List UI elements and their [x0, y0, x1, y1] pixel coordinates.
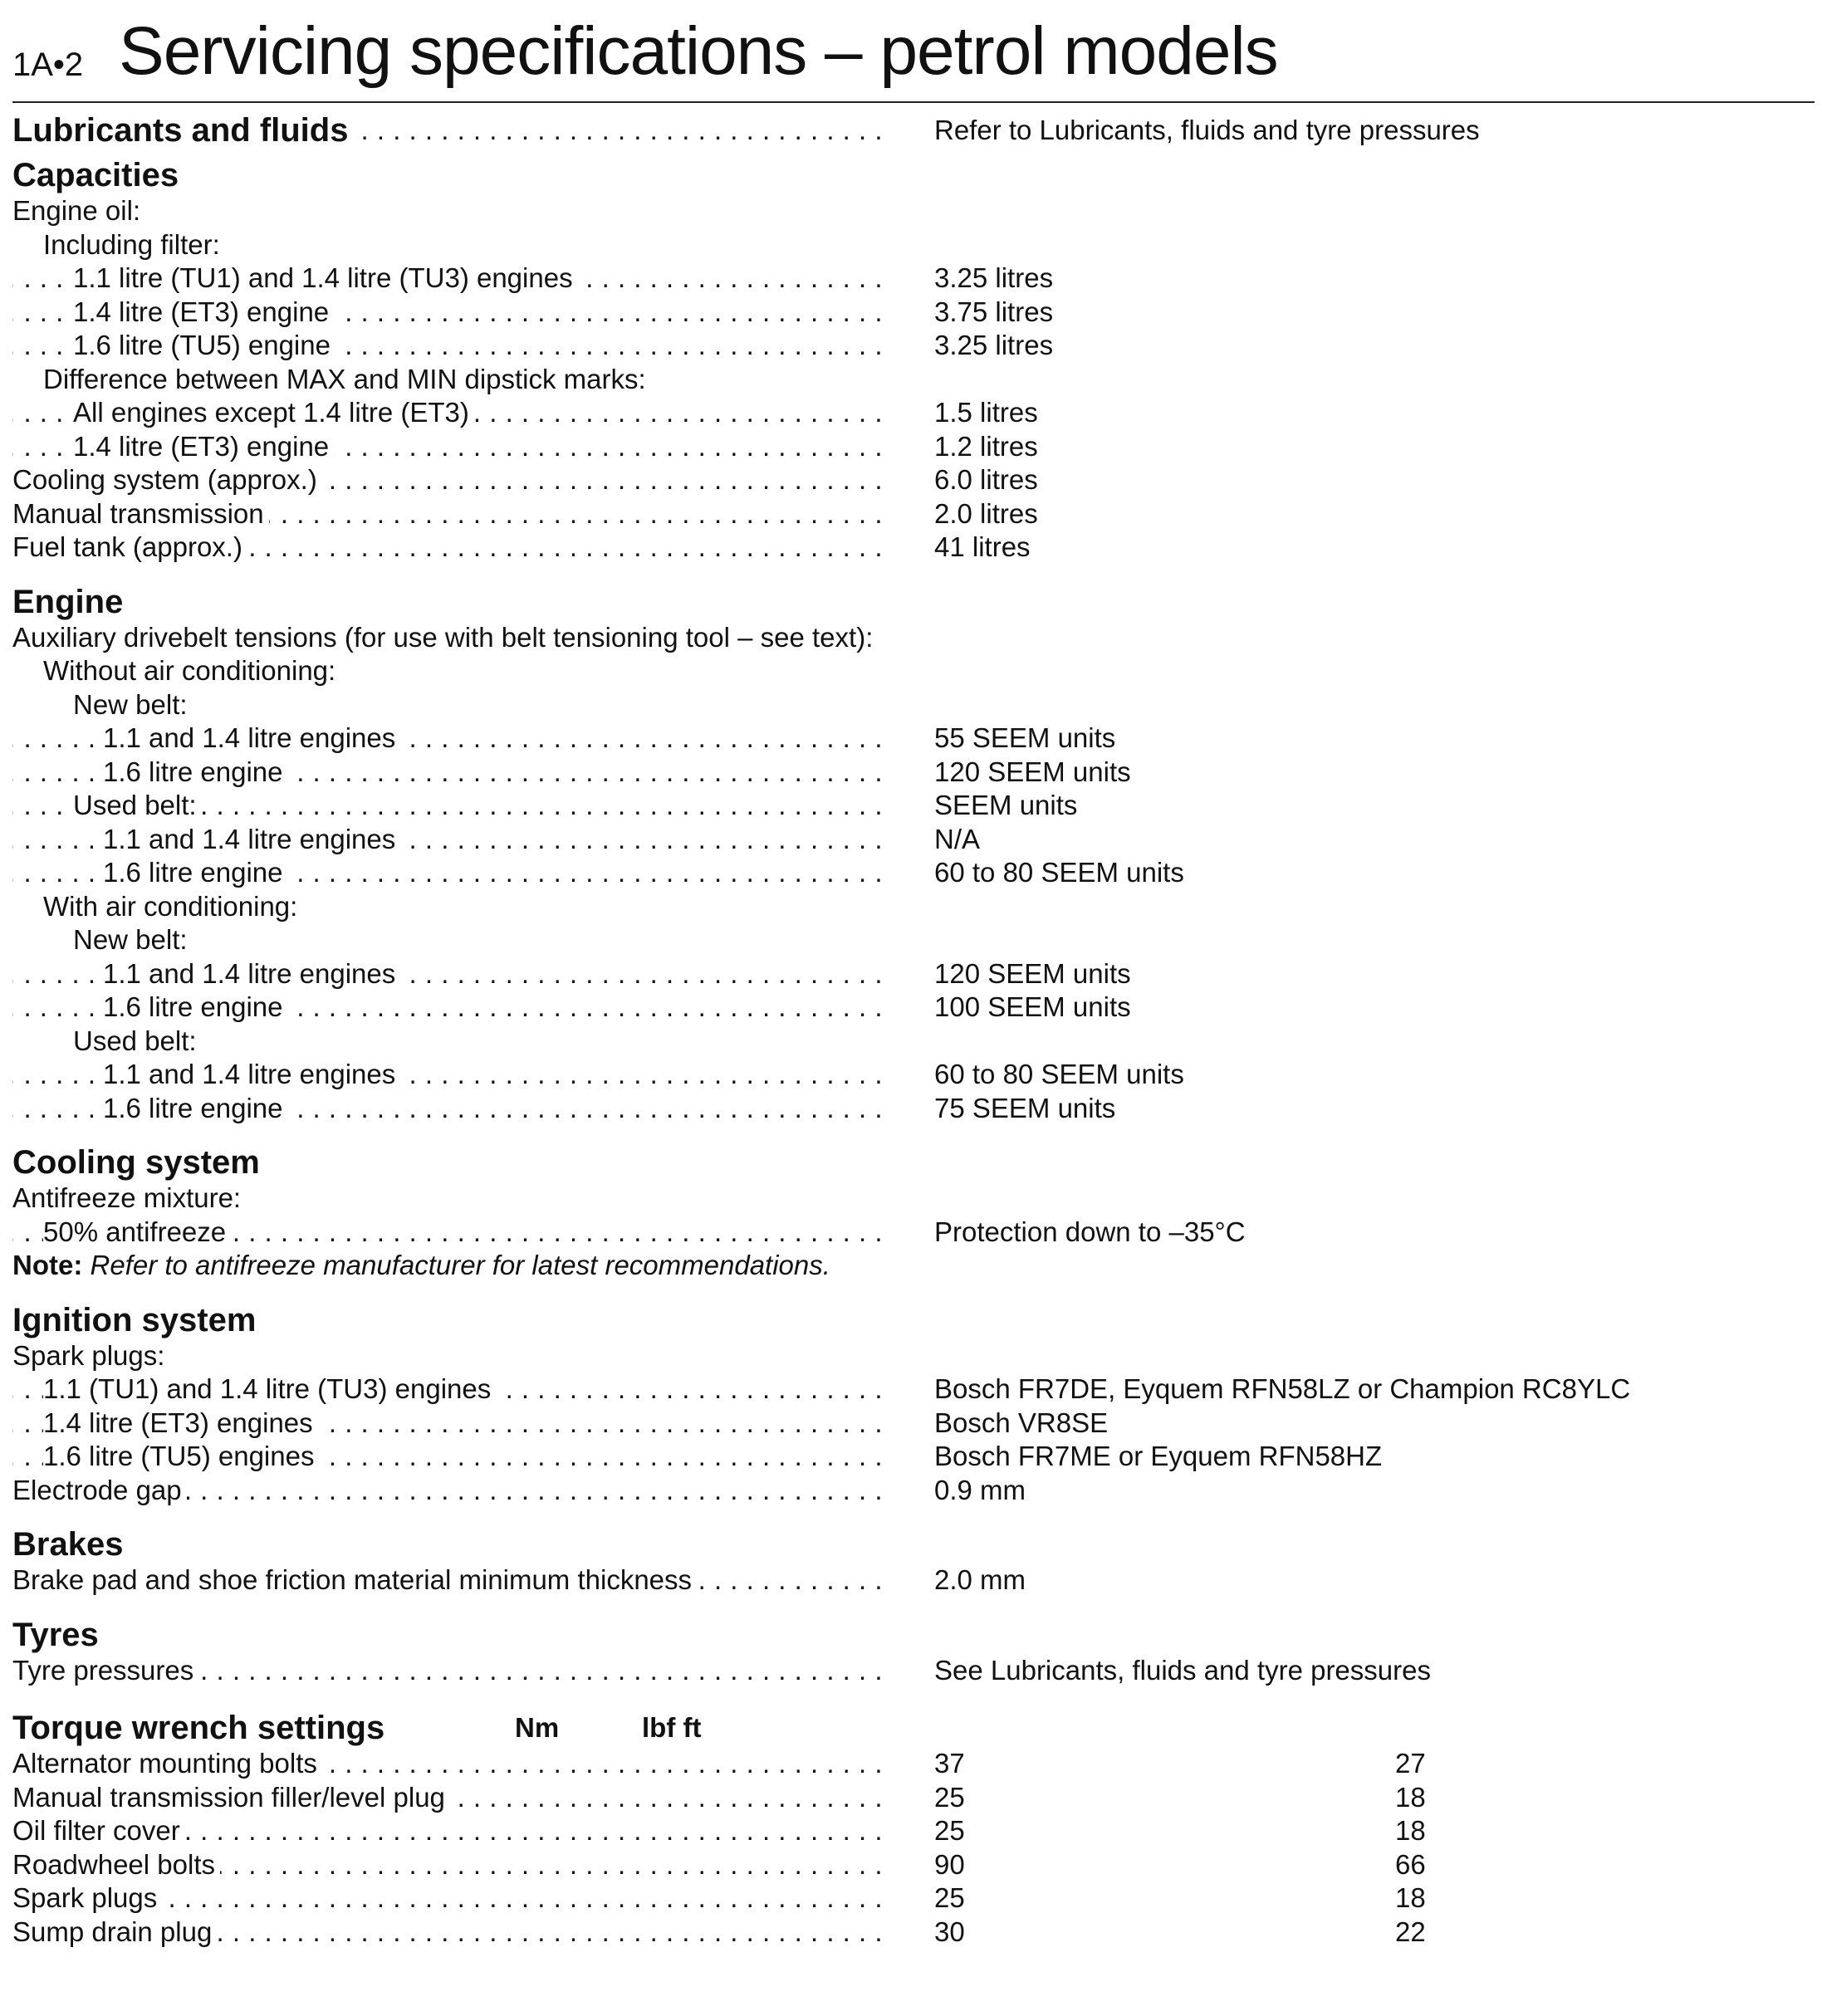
note-label: Note:	[12, 1250, 83, 1280]
spec-label: Manual transmission filler/level plug	[12, 1782, 450, 1813]
spec-subheading: Including filter:	[12, 228, 1815, 262]
spec-label: 1.1 (TU1) and 1.4 litre (TU3) engines	[43, 1373, 496, 1404]
torque-row	[12, 1916, 1815, 1950]
spec-row	[12, 1216, 1815, 1250]
spec-label: 1.6 litre engine	[103, 857, 287, 888]
torque-row	[12, 1814, 1815, 1848]
spec-value: 120 SEEM units	[934, 957, 1131, 989]
spec-label: 1.6 litre (TU5) engine	[73, 330, 336, 360]
spec-label: 1.1 and 1.4 litre engines	[103, 722, 400, 753]
spec-label: 50% antifreeze	[43, 1216, 231, 1247]
spec-label: 1.6 litre engine	[103, 756, 287, 787]
spec-label: Spark plugs	[12, 1882, 162, 1913]
spec-row	[12, 531, 1815, 565]
spec-value: 60 to 80 SEEM units	[934, 1059, 1184, 1089]
spec-label: Manual transmission	[12, 498, 269, 529]
spec-label: Tyre pressures	[12, 1655, 198, 1686]
spec-label: Brake pad and shoe friction material minimum thickness	[12, 1564, 697, 1595]
torque-nm: 90	[934, 1848, 965, 1880]
torque-row	[12, 1848, 1815, 1882]
spec-value: 2.0 mm	[934, 1564, 1026, 1595]
spec-label: 1.6 litre (TU5) engines	[43, 1441, 319, 1471]
section-heading-cooling: Cooling system	[12, 1143, 1815, 1182]
spec-label: 1.4 litre (ET3) engines	[43, 1407, 318, 1438]
spec-label: Cooling system (approx.)	[12, 464, 322, 495]
torque-nm: 37	[934, 1748, 965, 1779]
spec-value: Bosch FR7DE, Eyquem RFN58LZ or Champion RC8YLC	[934, 1373, 1631, 1404]
torque-lbf: 27	[1395, 1748, 1426, 1779]
spec-subheading: Without air conditioning:	[12, 654, 1815, 688]
spec-label: 1.1 and 1.4 litre engines	[103, 1059, 400, 1089]
column-header-nm: Nm	[515, 1712, 560, 1743]
section-heading-brakes: Brakes	[12, 1525, 1815, 1563]
spec-subheading: New belt:	[12, 688, 1815, 722]
spec-row	[12, 823, 1815, 857]
spec-row	[12, 1654, 1815, 1688]
spec-subheading: New belt:	[12, 923, 1815, 957]
section-heading-tyres: Tyres	[12, 1616, 1815, 1654]
section-heading-ignition: Ignition system	[12, 1301, 1815, 1339]
spec-label: 1.6 litre engine	[103, 991, 287, 1022]
spec-content	[12, 111, 1815, 1949]
spec-row	[12, 497, 1815, 531]
spec-label: Lubricants and fluids	[12, 112, 353, 149]
section-heading-engine: Engine	[12, 583, 1815, 621]
spec-row	[12, 1440, 1815, 1474]
spec-subheading: Difference between MAX and MIN dipstick marks:	[12, 363, 1815, 397]
spec-row	[12, 262, 1815, 296]
spec-label: Electrode gap	[12, 1475, 187, 1505]
spec-label: 1.1 and 1.4 litre engines	[103, 824, 400, 854]
spec-row	[12, 722, 1815, 756]
torque-nm: 25	[934, 1781, 965, 1813]
spec-value: 100 SEEM units	[934, 991, 1131, 1022]
spec-row	[12, 463, 1815, 497]
spec-label: Oil filter cover	[12, 1815, 185, 1846]
spec-value: 3.75 litres	[934, 296, 1054, 327]
spec-subheading: With air conditioning:	[12, 890, 1815, 924]
spec-value: 41 litres	[934, 531, 1031, 562]
spec-row	[12, 396, 1815, 430]
spec-row	[12, 856, 1815, 890]
spec-subheading: Spark plugs:	[12, 1339, 1815, 1373]
spec-value: 3.25 litres	[934, 262, 1054, 293]
page-number: 1A•2	[12, 46, 84, 83]
spec-value: 1.2 litres	[934, 430, 1038, 462]
page-header	[12, 0, 1815, 103]
spec-row	[12, 756, 1815, 790]
spec-label: Used belt:	[73, 790, 202, 820]
spec-row	[12, 957, 1815, 991]
spec-label: All engines except 1.4 litre (ET3)	[73, 397, 474, 428]
spec-value: 0.9 mm	[934, 1474, 1026, 1505]
spec-row	[12, 1373, 1815, 1407]
torque-nm: 25	[934, 1815, 965, 1846]
spec-value: 1.5 litres	[934, 397, 1038, 428]
spec-value: 2.0 litres	[934, 497, 1038, 529]
spec-row	[12, 1407, 1815, 1441]
note-text: Refer to antifreeze manufacturer for latest recommendations.	[90, 1250, 830, 1280]
torque-lbf: 22	[1395, 1916, 1426, 1947]
spec-row	[12, 329, 1815, 363]
spec-row	[12, 111, 1815, 149]
spec-value: Protection down to –35°C	[934, 1216, 1246, 1247]
spec-row	[12, 789, 1815, 823]
spec-value: N/A	[934, 823, 981, 854]
spec-subheading: Engine oil:	[12, 194, 1815, 228]
torque-row	[12, 1781, 1815, 1815]
torque-lbf: 18	[1395, 1781, 1426, 1813]
spec-value: 75 SEEM units	[934, 1092, 1116, 1123]
spec-value: SEEM units	[934, 790, 1078, 820]
section-heading-torque: Torque wrench settings Nm lbf ft	[12, 1710, 702, 1746]
spec-value: 6.0 litres	[934, 464, 1038, 495]
torque-lbf: 18	[1395, 1815, 1426, 1846]
torque-row	[12, 1747, 1815, 1781]
spec-subheading: Antifreeze mixture:	[12, 1182, 1815, 1216]
spec-label: Alternator mounting bolts	[12, 1748, 322, 1779]
spec-label: 1.1 litre (TU1) and 1.4 litre (TU3) engines	[73, 262, 578, 293]
spec-value: 3.25 litres	[934, 330, 1054, 360]
spec-label: Sump drain plug	[12, 1916, 217, 1947]
spec-row	[12, 991, 1815, 1025]
spec-value: 55 SEEM units	[934, 722, 1116, 753]
torque-row	[12, 1881, 1815, 1916]
column-header-lbf-ft: lbf ft	[642, 1712, 702, 1743]
torque-lbf: 18	[1395, 1882, 1426, 1913]
spec-row	[12, 1474, 1815, 1508]
spec-row	[12, 430, 1815, 464]
page-title: Servicing specifications – petrol models	[119, 13, 1278, 89]
spec-subheading: Auxiliary drivebelt tensions (for use with belt tensioning tool – see text):	[12, 621, 1815, 655]
spec-label: Roadwheel bolts	[12, 1849, 220, 1880]
section-heading-capacities: Capacities	[12, 156, 1815, 194]
spec-value: Refer to Lubricants, fluids and tyre pressures	[934, 115, 1480, 145]
spec-value: 120 SEEM units	[934, 756, 1131, 787]
spec-value: Bosch VR8SE	[934, 1407, 1109, 1438]
spec-label: 1.1 and 1.4 litre engines	[103, 958, 400, 989]
spec-row	[12, 1058, 1815, 1092]
note	[12, 1249, 1815, 1283]
torque-nm: 25	[934, 1882, 965, 1913]
spec-subheading: Used belt:	[12, 1025, 1815, 1059]
spec-value: 60 to 80 SEEM units	[934, 857, 1184, 888]
spec-row	[12, 1092, 1815, 1126]
spec-value: See Lubricants, fluids and tyre pressures	[934, 1654, 1431, 1686]
spec-value: Bosch FR7ME or Eyquem RFN58HZ	[934, 1441, 1383, 1471]
spec-row	[12, 1563, 1815, 1598]
spec-label: 1.4 litre (ET3) engine	[73, 296, 334, 327]
spec-row	[12, 296, 1815, 330]
torque-lbf: 66	[1395, 1848, 1426, 1880]
torque-nm: 30	[934, 1916, 965, 1947]
spec-label: Fuel tank (approx.)	[12, 531, 247, 562]
spec-label: 1.6 litre engine	[103, 1093, 287, 1123]
spec-label: 1.4 litre (ET3) engine	[73, 431, 334, 462]
